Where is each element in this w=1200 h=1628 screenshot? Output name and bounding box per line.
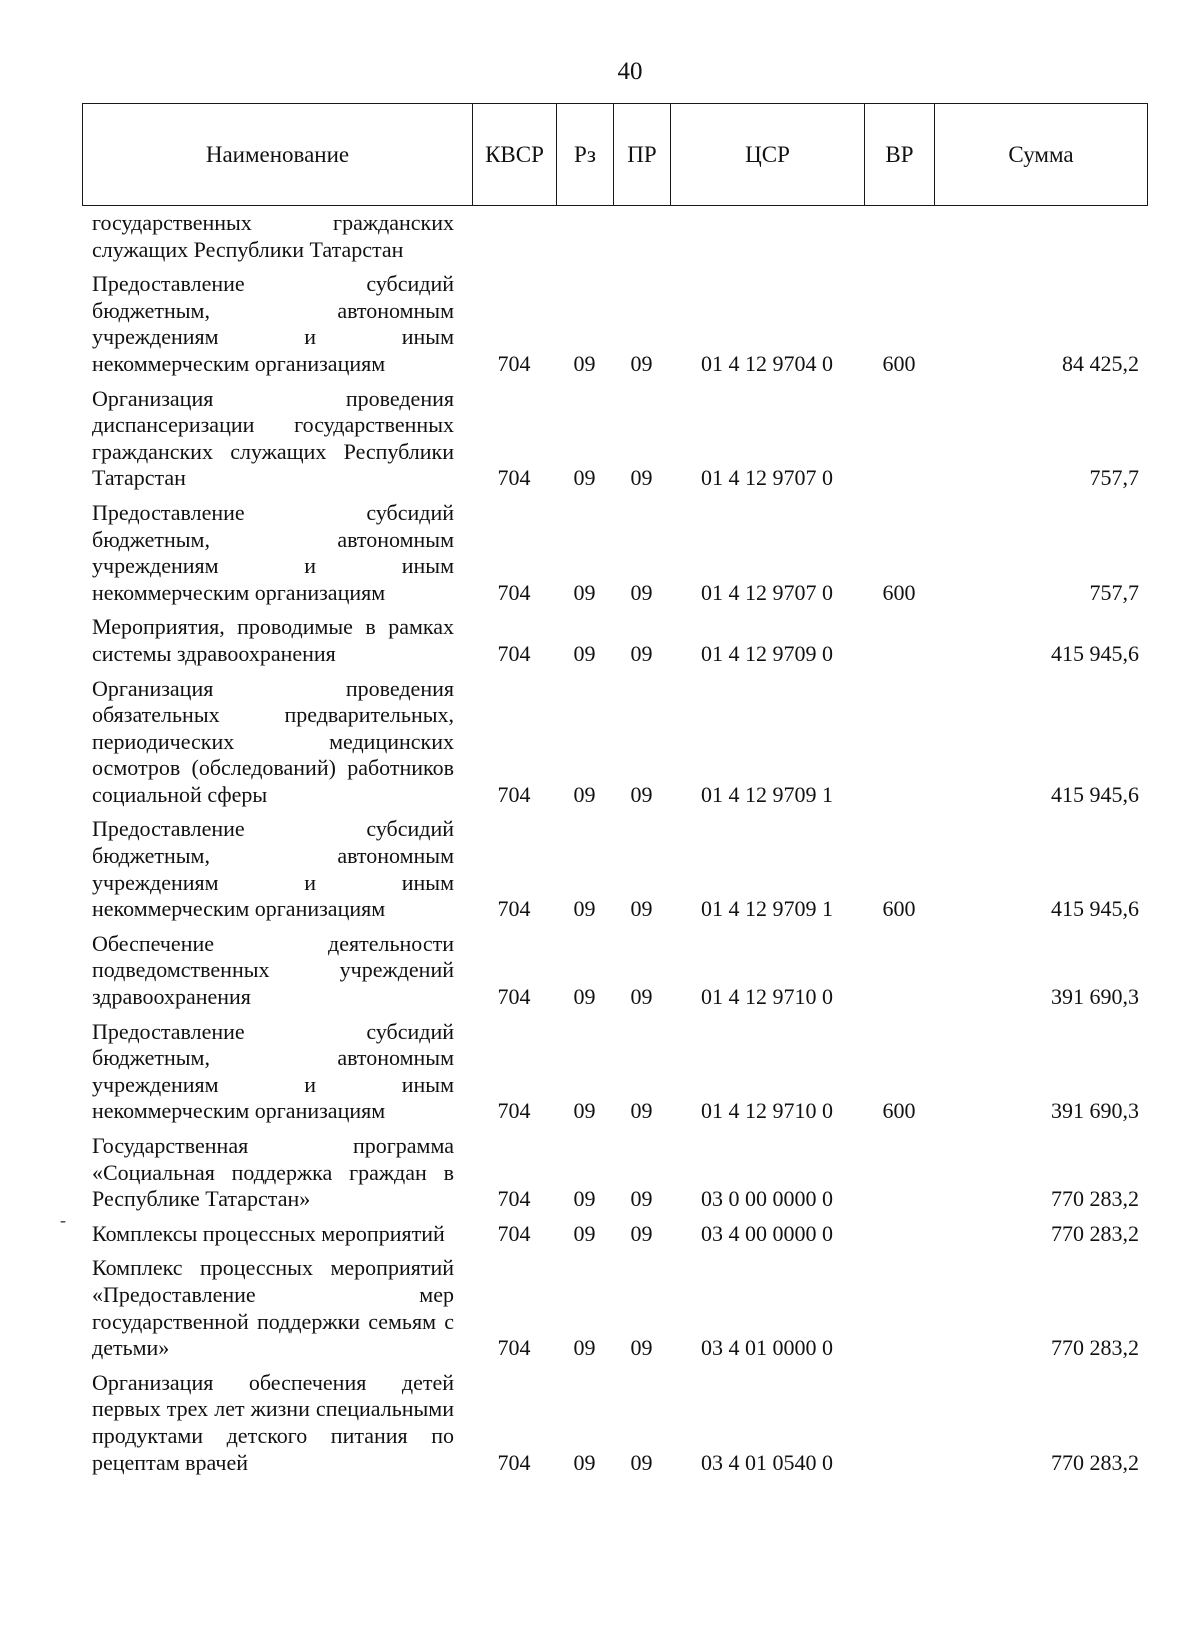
table-row [82,267,1147,381]
cell-pr: 09 [630,640,653,666]
cell-pr: 09 [630,465,653,491]
cell-kvsr: 704 [497,1335,531,1361]
table-header [82,103,1148,206]
cell-kvsr: 704 [497,640,531,666]
cell-rz: 09 [573,579,596,605]
cell-name: Государственная программа «Социальная поддержка граждан в Республике Татарстан» [92,1133,454,1212]
header-vr: ВР [865,104,935,206]
header-rz: Рз [557,104,614,206]
cell-csr: 01 4 12 9709 0 [701,640,833,666]
cell-sum [934,210,1147,267]
table-row [82,812,1147,926]
cell-pr: 09 [630,1449,653,1475]
table-row [82,1015,1147,1129]
cell-kvsr: 704 [497,350,531,376]
cell-csr: 01 4 12 9707 0 [701,579,833,605]
cell-vr [864,1129,934,1217]
cell-name: Обеспечение деятельности подведомственных учреждений здравоохранения [92,930,454,1010]
cell-csr: 01 4 12 9704 0 [701,350,833,376]
cell-name: Комплекс процессных мероприятий «Предоставление мер государственной поддержки семьям с детьми» [92,1255,454,1361]
table-row [82,610,1147,671]
cell-rz [556,210,613,267]
cell-pr [613,210,670,267]
cell-vr [864,672,934,813]
cell-rz: 09 [573,1098,596,1124]
table-row [82,1129,1147,1217]
cell-rz: 09 [573,781,596,807]
header-csr: ЦСР [671,104,865,206]
cell-kvsr: 704 [497,465,531,491]
cell-name: Предоставление субсидий бюджетным, автономным учреждениям и иным некоммерческим организациям [92,499,454,605]
cell-name: Организация проведения диспансеризации государственных гражданских служащих Республики Татарстан [92,385,454,491]
table-body [82,210,1147,1480]
cell-csr: 01 4 12 9710 0 [701,1098,833,1124]
cell-csr [670,210,864,267]
header-sum: Сумма [935,104,1148,206]
cell-kvsr: 704 [497,1449,531,1475]
cell-name: Организация обеспечения детей первых трех лет жизни специальными продуктами детского питания по рецептам врачей [92,1369,454,1475]
table-row [82,210,1147,267]
cell-vr: 600 [882,1098,916,1124]
table-row [82,1251,1147,1365]
cell-pr: 09 [630,1186,653,1212]
cell-pr: 09 [630,1098,653,1124]
cell-pr: 09 [630,1335,653,1361]
table-row [82,672,1147,813]
cell-sum: 391 690,3 [1051,984,1139,1010]
cell-sum: 84 425,2 [1062,350,1139,376]
cell-rz: 09 [573,896,596,922]
cell-vr [864,382,934,496]
cell-csr: 03 0 00 0000 0 [701,1186,833,1212]
cell-pr: 09 [630,781,653,807]
cell-name: Предоставление субсидий бюджетным, автономным учреждениям и иным некоммерческим организациям [92,816,454,922]
cell-vr [864,927,934,1015]
header-kvsr: КВСР [473,104,557,206]
cell-rz: 09 [573,465,596,491]
cell-pr: 09 [630,984,653,1010]
cell-sum: 415 945,6 [1051,640,1139,666]
cell-vr [864,210,934,267]
cell-csr: 03 4 01 0000 0 [701,1335,833,1361]
cell-rz: 09 [573,1186,596,1212]
cell-sum: 770 283,2 [1051,1335,1139,1361]
cell-kvsr: 704 [497,579,531,605]
cell-name: Предоставление субсидий бюджетным, автономным учреждениям и иным некоммерческим организациям [92,271,454,376]
cell-csr: 01 4 12 9709 1 [701,896,833,922]
cell-csr: 01 4 12 9710 0 [701,984,833,1010]
cell-kvsr [472,210,556,267]
table-row [82,1217,1147,1252]
cell-rz: 09 [573,640,596,666]
cell-sum: 391 690,3 [1051,1098,1139,1124]
table-row [82,496,1147,610]
cell-name: Мероприятия, проводимые в рамках системы здравоохранения [92,614,454,666]
cell-sum: 757,7 [1089,579,1139,605]
cell-sum: 770 283,2 [1051,1449,1139,1475]
table-row [82,382,1147,496]
page-number: 40 [617,58,643,85]
cell-kvsr: 704 [497,984,531,1010]
cell-vr: 600 [882,579,916,605]
cell-sum: 770 283,2 [1051,1186,1139,1212]
cell-vr [864,1217,934,1252]
cell-pr: 09 [630,579,653,605]
header-pr: ПР [614,104,671,206]
cell-name: Предоставление субсидий бюджетным, автономным учреждениям и иным некоммерческим организациям [92,1018,454,1124]
cell-pr: 09 [630,896,653,922]
cell-csr: 01 4 12 9709 1 [701,781,833,807]
cell-vr [864,1366,934,1480]
stray-mark: - [60,1210,66,1230]
cell-name: государственных гражданских служащих Республики Татарстан [92,210,454,262]
cell-vr: 600 [882,350,916,376]
cell-csr: 03 4 00 0000 0 [701,1220,833,1246]
cell-rz: 09 [573,350,596,376]
cell-kvsr: 704 [497,1186,531,1212]
cell-kvsr: 704 [497,1220,531,1246]
cell-sum: 415 945,6 [1051,781,1139,807]
cell-pr: 09 [630,1220,653,1246]
budget-table [82,210,1147,1480]
cell-sum: 770 283,2 [1051,1220,1139,1246]
cell-sum: 415 945,6 [1051,896,1139,922]
cell-vr [864,1251,934,1365]
cell-kvsr: 704 [497,781,531,807]
cell-sum: 757,7 [1089,465,1139,491]
cell-kvsr: 704 [497,1098,531,1124]
table-row [82,1366,1147,1480]
cell-pr: 09 [630,350,653,376]
cell-rz: 09 [573,1449,596,1475]
cell-csr: 03 4 01 0540 0 [701,1449,833,1475]
header-row [83,104,1148,206]
header-name: Наименование [83,104,473,206]
table-row [82,927,1147,1015]
cell-vr [864,610,934,671]
cell-kvsr: 704 [497,896,531,922]
cell-csr: 01 4 12 9707 0 [701,465,833,491]
cell-vr: 600 [882,896,916,922]
cell-name: Комплексы процессных мероприятий [92,1220,445,1246]
cell-rz: 09 [573,1220,596,1246]
cell-rz: 09 [573,984,596,1010]
cell-rz: 09 [573,1335,596,1361]
cell-name: Организация проведения обязательных предварительных, периодических медицинских осмотров (обследований) работников социальной сферы [92,675,454,807]
